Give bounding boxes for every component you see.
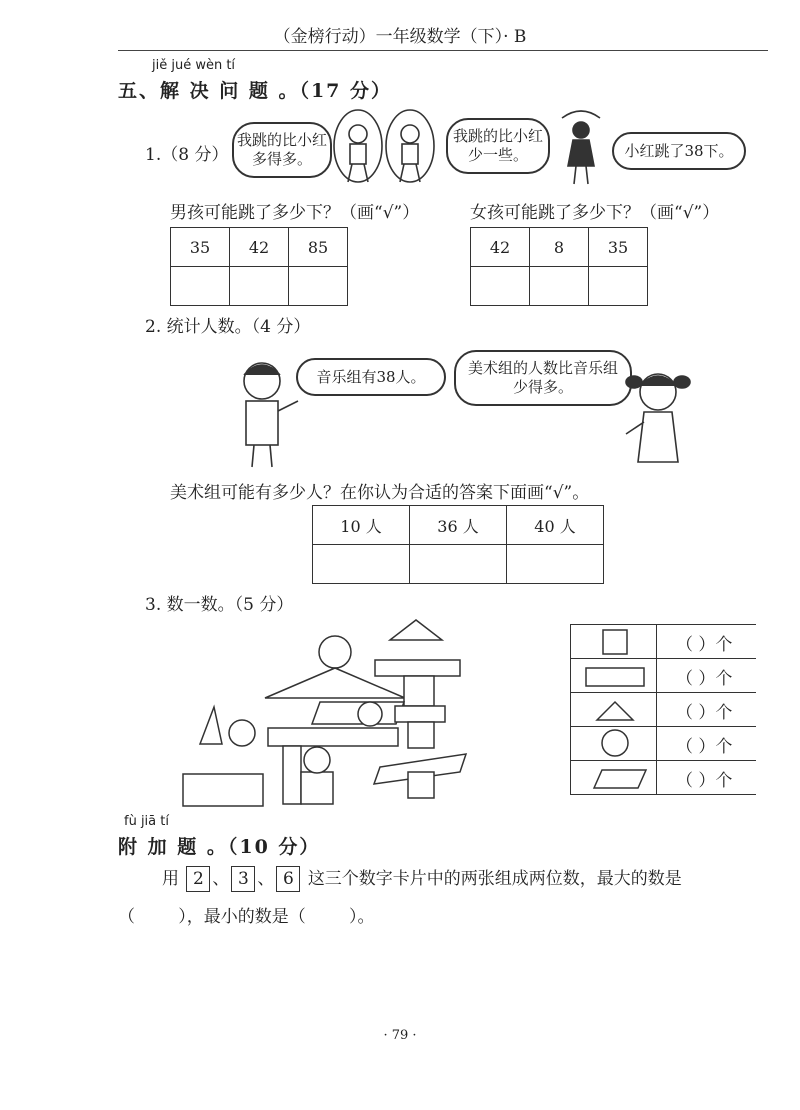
q1-boy-option: 35 <box>171 228 230 267</box>
boy-illustration <box>232 355 302 470</box>
section-pinyin: jiě jué wèn tí <box>152 58 236 73</box>
count-shape-icons <box>570 624 656 796</box>
triangle-icon <box>390 620 442 640</box>
q1-boy-answer-cell[interactable] <box>171 267 230 306</box>
q3-count-table <box>570 624 756 796</box>
jumping-kids-illustration <box>330 106 440 190</box>
q1-girl-option: 8 <box>530 228 589 267</box>
count-answer[interactable]: （ ）个 <box>676 737 733 757</box>
q2-bubble-boy: 音乐组有38人。 <box>296 358 446 396</box>
q2-table <box>312 505 604 584</box>
q1-girl-answer-cell[interactable] <box>530 267 589 306</box>
q1-girl-option: 35 <box>589 228 648 267</box>
triangle-icon <box>200 707 222 744</box>
q2-option: 10 人 <box>313 506 410 545</box>
circle-icon <box>304 747 330 773</box>
q1-bubble-girl: 我跳的比小红少一些。 <box>446 118 550 174</box>
extra-title: 附 加 题 。（10 分） <box>118 836 321 858</box>
rectangle-icon <box>586 668 644 686</box>
shape-composition <box>180 612 470 812</box>
q2-answer-cell[interactable] <box>410 545 507 584</box>
q1-girl-answer-cell[interactable] <box>471 267 530 306</box>
q2-option: 36 人 <box>410 506 507 545</box>
extra-text-before: 用 <box>162 869 179 889</box>
q1-bubble-boy: 我跳的比小红多得多。 <box>232 122 332 178</box>
q1-boy-table <box>170 227 348 306</box>
q2-prompt: 美术组可能有多少人？在你认为合适的答案下面画“√”。 <box>170 483 590 503</box>
q1-boy-answer-cell[interactable] <box>289 267 348 306</box>
count-answer[interactable]: （ ）个 <box>676 703 733 723</box>
q1-girl-option: 42 <box>471 228 530 267</box>
count-answer[interactable]: （ ）个 <box>676 669 733 689</box>
header-divider <box>118 50 768 51</box>
card-separator: 、 <box>257 869 275 889</box>
q2-bubble-girl: 美术组的人数比音乐组少得多。 <box>454 350 632 406</box>
q2-label: 2. 统计人数。（4 分） <box>145 317 311 337</box>
circle-icon <box>229 720 255 746</box>
count-answer[interactable]: （ ）个 <box>676 635 733 655</box>
q2-answer-cell[interactable] <box>313 545 410 584</box>
number-card: 2 <box>186 866 210 892</box>
circle-icon <box>358 702 382 726</box>
q3-label: 3. 数一数。（5 分） <box>145 595 294 615</box>
square-icon <box>603 630 627 654</box>
q1-girl-prompt: 女孩可能跳了多少下？（画“√”） <box>470 203 720 223</box>
number-card: 3 <box>231 866 255 892</box>
q1-bubble-xiaohong: 小红跳了38下。 <box>612 132 746 170</box>
circle-icon <box>319 636 351 668</box>
extra-line1 <box>162 864 682 892</box>
extra-pinyin: fù jiā tí <box>124 814 169 829</box>
page-header: （金榜行动）一年级数学（下）· B <box>273 27 527 47</box>
circle-icon <box>602 730 628 756</box>
girl-illustration <box>618 362 708 467</box>
extra-text-after: 这三个数字卡片中的两张组成两位数，最大的数是 <box>307 869 682 889</box>
q1-boy-option: 42 <box>230 228 289 267</box>
q1-girl-table <box>470 227 648 306</box>
q1-boy-option: 85 <box>289 228 348 267</box>
q1-girl-answer-cell[interactable] <box>589 267 648 306</box>
q2-answer-cell[interactable] <box>507 545 604 584</box>
q2-option: 40 人 <box>507 506 604 545</box>
card-separator: 、 <box>212 869 230 889</box>
parallelogram-icon <box>594 770 646 788</box>
q1-boy-prompt: 男孩可能跳了多少下？（画“√”） <box>170 203 420 223</box>
triangle-icon <box>597 702 633 720</box>
section-title: 五、解 决 问 题 。（17 分） <box>118 80 393 102</box>
jumping-girl-illustration <box>556 108 606 188</box>
q1-boy-answer-cell[interactable] <box>230 267 289 306</box>
count-answer[interactable]: （ ）个 <box>676 771 733 791</box>
extra-line2[interactable]: （ ），最小的数是（ ）。 <box>118 907 375 927</box>
q1-label: 1.（8 分） <box>145 145 229 165</box>
page-number: · 79 · <box>383 1028 417 1043</box>
number-card: 6 <box>276 866 300 892</box>
